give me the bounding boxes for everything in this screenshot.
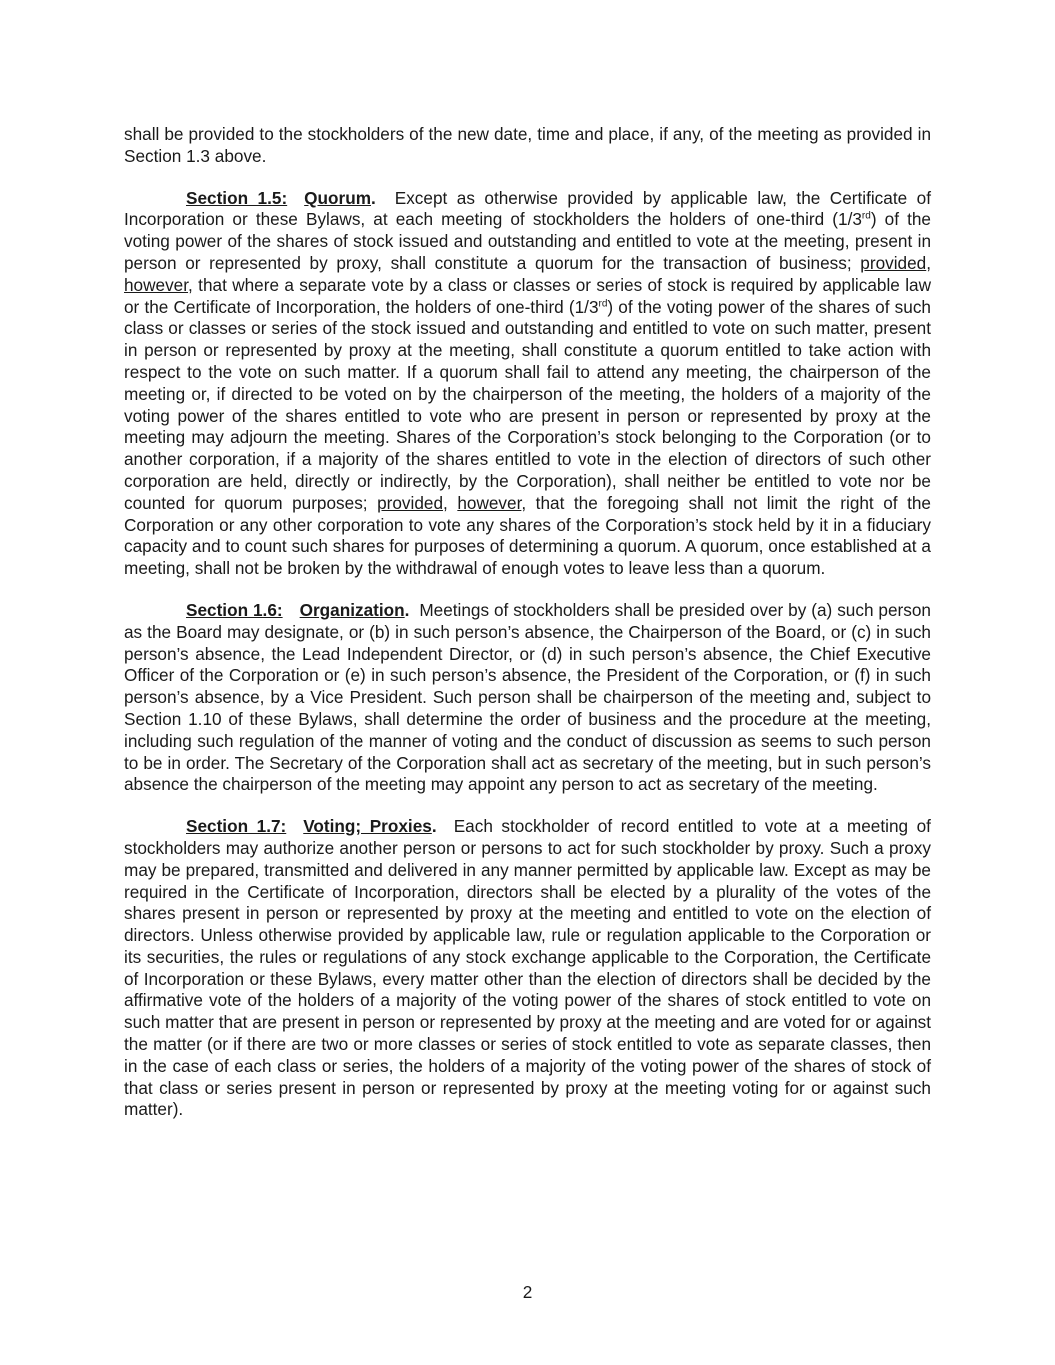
section-1-5-comma-1: , bbox=[926, 252, 931, 273]
section-1-6-paragraph bbox=[124, 600, 931, 796]
section-1-7-title: Voting; Proxies bbox=[303, 816, 432, 837]
intro-paragraph bbox=[124, 124, 931, 168]
section-1-5-title: Quorum bbox=[304, 187, 372, 208]
section-1-6-title-period: . bbox=[404, 599, 410, 620]
section-1-5-text-5: , that the foregoing shall not limit the right of the Corporation or any other corporation to vote any shares of the Corporation’s stock held by it in a fiduciary capacity and to count such shares for purposes of determining a quorum. A quorum, once established at a meeting, shall not be broken by the withdrawal of enough votes to leave less than a quorum. bbox=[124, 492, 931, 579]
section-1-5-text-1: Except as otherwise provided by applicable law, the Certificate of Incorporation or these Bylaws, at each meeting of stockholders the holders of one-third (1/3 bbox=[124, 187, 931, 230]
section-1-5-however-1: however bbox=[124, 274, 189, 295]
section-1-6-title: Organization bbox=[299, 599, 405, 620]
section-1-5-superscript-2: rd bbox=[598, 297, 608, 309]
section-1-5-text-4: ) of the voting power of the shares of such class or classes or series of the stock issued and outstanding and entitled to vote on such matter, present in person or represented by proxy at the meeting, shall constitute a quorum entitled to take action with respect to the vote on such matter. If a quorum shall fail to attend any meeting, the chairperson of the meeting or, if directed to be voted on by the chairperson of the meeting, the holders of a majority of the voting power of the shares entitled to vote who are present in person or represented by proxy at the meeting may adjourn the meeting. Shares of the Corporation’s stock belonging to the Corporation (or to another corporation, if a majority of the shares entitled to vote in the election of directors of such other corporation are held, directly or indirectly, by the Corporation), shall neither be entitled to vote nor be counted for quorum purposes; bbox=[124, 296, 931, 513]
intro-text: shall be provided to the stockholders of the new date, time and place, if any, of the meeting as provided in Section 1.3 above. bbox=[124, 124, 931, 166]
page-number: 2 bbox=[522, 1282, 533, 1302]
section-1-5-however-2: however bbox=[457, 492, 522, 513]
section-1-5-title-period: . bbox=[371, 187, 376, 208]
section-1-5-provided-1: provided bbox=[860, 252, 927, 273]
section-1-5-text-3: , that where a separate vote by a class or classes or series of stock is required by applicable law or the Certificate of Incorporation, the holders of one-third (1/3 bbox=[124, 274, 931, 317]
section-1-6-number: Section 1.6: bbox=[186, 599, 283, 620]
section-1-5-provided-2: provided bbox=[377, 492, 444, 513]
section-1-6-text: Meetings of stockholders shall be presided over by (a) such person as the Board may designate, or (b) in such person’s absence, the Chairperson of the Board, or (c) in such person’s absence, the Lead Independent Director, or (d) in such person’s absence, the Chief Executive Officer of the Corporation or (e) in such person’s absence, the President of the Corporation, or (f) in such person’s absence, by a Vice President. Such person shall be chairperson of the meeting and, subject to Section 1.10 of these Bylaws, shall determine the order of business and the procedure at the meeting, including such regulation of the manner of voting and the conduct of discussion as seems to such person to be in order. The Secretary of the Corporation shall act as secretary of the meeting, but in such person’s absence the chairperson of the meeting may appoint any person to act as secretary of the meeting. bbox=[124, 599, 931, 795]
section-1-7-number: Section 1.7: bbox=[186, 816, 287, 837]
section-1-7-paragraph bbox=[124, 816, 931, 1121]
section-1-5-superscript-1: rd bbox=[861, 210, 871, 222]
section-1-5-comma-2: , bbox=[443, 492, 458, 513]
section-1-5-number: Section 1.5: bbox=[186, 187, 288, 208]
document-page bbox=[124, 124, 931, 1141]
section-1-5-text-2: ) of the voting power of the shares of stock issued and outstanding and entitled to vote at the meeting, present in person or represented by proxy, shall constitute a quorum for the transaction of business; bbox=[124, 209, 931, 273]
section-1-7-title-period: . bbox=[431, 816, 437, 837]
section-1-5-paragraph bbox=[124, 188, 931, 580]
section-1-7-text: Each stockholder of record entitled to vote at a meeting of stockholders may authorize another person or persons to act for such stockholder by proxy. Such a proxy may be prepared, transmitted and delivered in any manner permitted by applicable law. Except as may be required in the Certificate of Incorporation, directors shall be elected by a plurality of the votes of the shares present in person or represented by proxy at the meeting and entitled to vote on the election of directors. Unless otherwise provided by applicable law, rule or regulation applicable to the Corporation or its securities, the rules or regulations of any stock exchange applicable to the Corporation, the Certificate of Incorporation or these Bylaws, every matter other than the election of directors shall be decided by the affirmative vote of the holders of a majority of the voting power of the shares of stock entitled to vote on such matter that are present in person or represented by proxy at the meeting and are voted for or against the matter (or if there are two or more classes or series of stock entitled to vote as separate classes, then in the case of each class or series, the holders of a majority of the voting power of the shares of stock of that class or series present in person or represented by proxy at the meeting voting for or against such matter). bbox=[124, 816, 931, 1120]
